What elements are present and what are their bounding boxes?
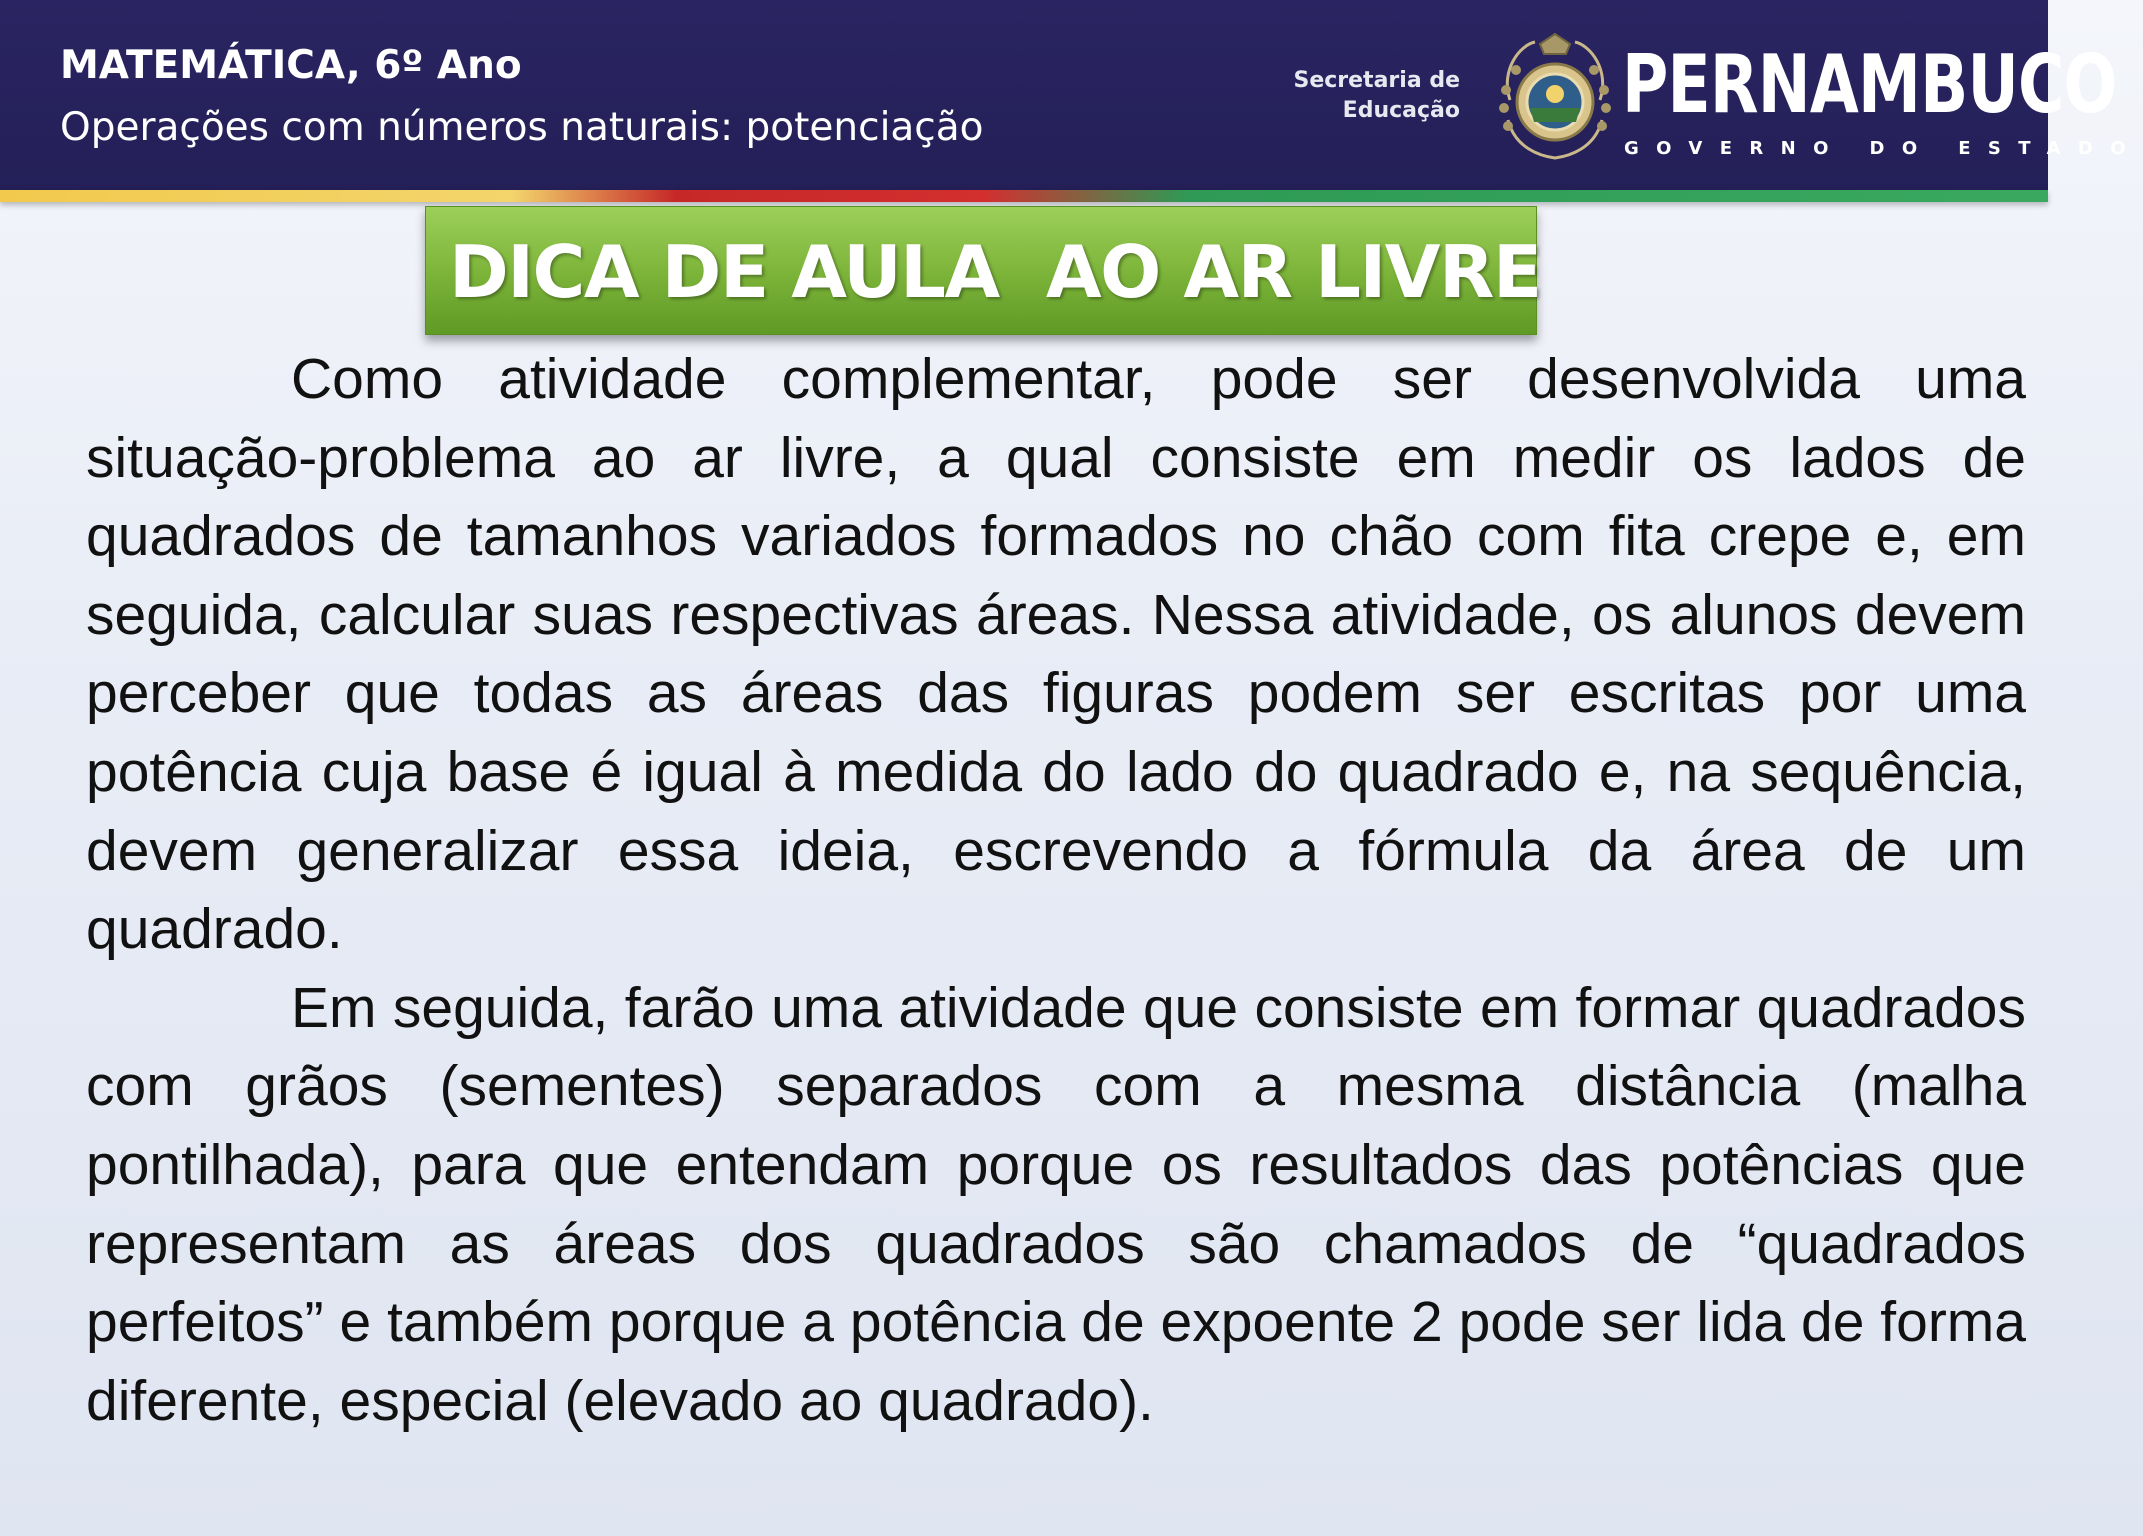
section-banner <box>425 206 1541 335</box>
paragraph-2: Em seguida, farão uma atividade que consiste em formar quadrados com grãos (sementes) separados com a mesma distância (malha pontilhada), para que entendam porque os resultados das potências que representam as áreas dos quadrados são chamados de “quadrados perfeitos” e também porque a potência de expoente 2 pode ser lida de forma diferente, especial (elevado ao quadrado). <box>86 975 2026 1433</box>
brand-subtitle: GOVERNO DO ESTADO <box>1624 138 2143 159</box>
body-text <box>86 340 2026 1440</box>
secretaria-line-2: Educação <box>1342 98 1460 123</box>
secretaria-line-1: Secretaria de <box>1293 68 1460 93</box>
banner-title: DICA DE AULA AO AR LIVRE <box>449 230 1541 314</box>
header-bar <box>0 0 2143 190</box>
state-coat-of-arms-icon <box>1490 30 1620 164</box>
topic-subtitle: Operações com números naturais: potenciação <box>60 105 984 150</box>
subject-title: MATEMÁTICA, 6º Ano <box>60 43 522 88</box>
brand-name: PERNAMBUCO <box>1622 38 2117 131</box>
paragraph-1: Como atividade complementar, pode ser desenvolvida uma situação-problema ao ar livre, a qual consiste em medir os lados de quadrados de tamanhos variados formados no chão com fita crepe e, em seguida, calcular suas respectivas áreas. Nessa atividade, os alunos devem perceber que todas as áreas das figuras podem ser escritas por uma potência cuja base é igual à medida do lado do quadrado e, na sequência, devem generalizar essa ideia, escrevendo a fórmula da área de um quadrado. <box>86 347 2026 962</box>
secretaria-label <box>1293 66 1460 126</box>
color-stripe <box>0 190 2048 202</box>
